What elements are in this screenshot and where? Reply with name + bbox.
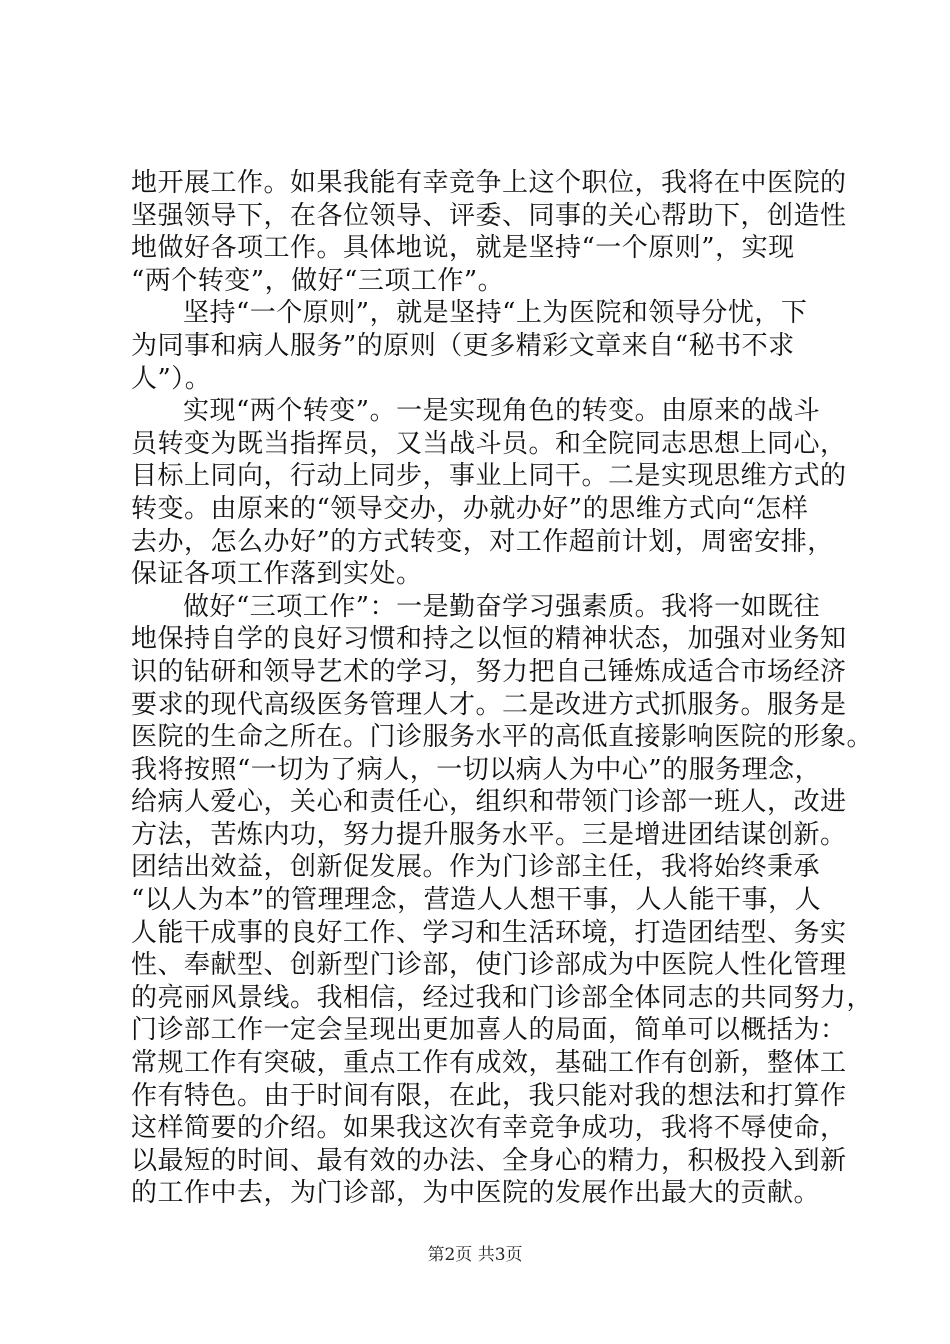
- text-line: 地做好各项工作。具体地说，就是坚持“一个原则”，实现: [131, 233, 795, 264]
- text-line: 要求的现代高级医务管理人才。二是改进方式抓服务。服务是: [131, 689, 847, 720]
- page-footer: [0, 1240, 950, 1265]
- text-line: “两个转变”，做好“三项工作”。: [131, 265, 505, 296]
- text-line: 人能干成事的良好工作、学习和生活环境，打造团结型、务实: [131, 917, 847, 948]
- text-line: 转变。由原来的“领导交办，办就办好”的思维方式向“怎样: [131, 493, 809, 524]
- text-line: 给病人爱心，关心和责任心，组织和带领门诊部一班人，改进: [131, 787, 847, 818]
- paragraph-first-line: 坚持“一个原则”，就是坚持“上为医院和领导分忧，下: [183, 298, 808, 329]
- text-line: 坚强领导下，在各位领导、评委、同事的关心帮助下，创造性: [131, 200, 847, 231]
- text-line: 这样简要的介绍。如果我这次有幸竞争成功，我将不辱使命，: [131, 1113, 847, 1144]
- text-line: 人”）。: [131, 363, 212, 394]
- text-line: 为同事和病人服务”的原则（更多精彩文章来自“秘书不求: [131, 330, 795, 361]
- text-line: 去办，怎么办好”的方式转变，对工作超前计划，周密安排，: [131, 526, 834, 557]
- text-line: 医院的生命之所在。门诊服务水平的高低直接影响医院的形象。: [131, 722, 874, 753]
- text-line: 地开展工作。如果我能有幸竞争上这个职位，我将在中医院的: [131, 168, 847, 198]
- text-line: 员转变为既当指挥员，又当战斗员。和全院同志思想上同心，: [131, 428, 847, 459]
- text-line: 门诊部工作一定会呈现出更加喜人的局面，简单可以概括为：: [131, 1015, 847, 1046]
- text-line: 识的钻研和领导艺术的学习，努力把自己锤炼成适合市场经济: [131, 656, 847, 687]
- text-line: 保证各项工作落到实处。: [131, 559, 423, 590]
- document-body: [131, 167, 874, 1210]
- text-line: 目标上同向，行动上同步，事业上同干。二是实现思维方式的: [131, 461, 847, 492]
- paragraph-first-line: 实现“两个转变”。一是实现角色的转变。由原来的战斗: [183, 396, 821, 427]
- text-line: 的工作中去，为门诊部，为中医院的发展作出最大的贡献。: [131, 1178, 821, 1209]
- text-line: 作有特色。由于时间有限，在此，我只能对我的想法和打算作: [131, 1080, 847, 1111]
- text-line: 常规工作有突破，重点工作有成效，基础工作有创新，整体工: [131, 1048, 847, 1079]
- text-line: 地保持自学的良好习惯和持之以恒的精神状态，加强对业务知: [131, 624, 847, 655]
- page-number-label: 第2页 共3页: [427, 1245, 523, 1265]
- text-line: “以人为本”的管理理念，营造人人想干事，人人能干事，人: [131, 885, 822, 916]
- text-line: 以最短的时间、最有效的办法、全身心的精力，积极投入到新: [131, 1145, 847, 1176]
- text-line: 团结出效益，创新促发展。作为门诊部主任，我将始终秉承: [131, 852, 821, 883]
- text-line: 性、奉献型、创新型门诊部，使门诊部成为中医院人性化管理: [131, 950, 847, 981]
- text-line: 的亮丽风景线。我相信，经过我和门诊部全体同志的共同努力，: [131, 982, 874, 1013]
- text-line: 方法，苦炼内功，努力提升服务水平。三是增进团结谋创新。: [131, 819, 847, 850]
- text-line: 我将按照“一切为了病人，一切以病人为中心”的服务理念，: [131, 754, 822, 785]
- paragraph-first-line: 做好“三项工作”：一是勤奋学习强素质。我将一如既往: [183, 591, 821, 622]
